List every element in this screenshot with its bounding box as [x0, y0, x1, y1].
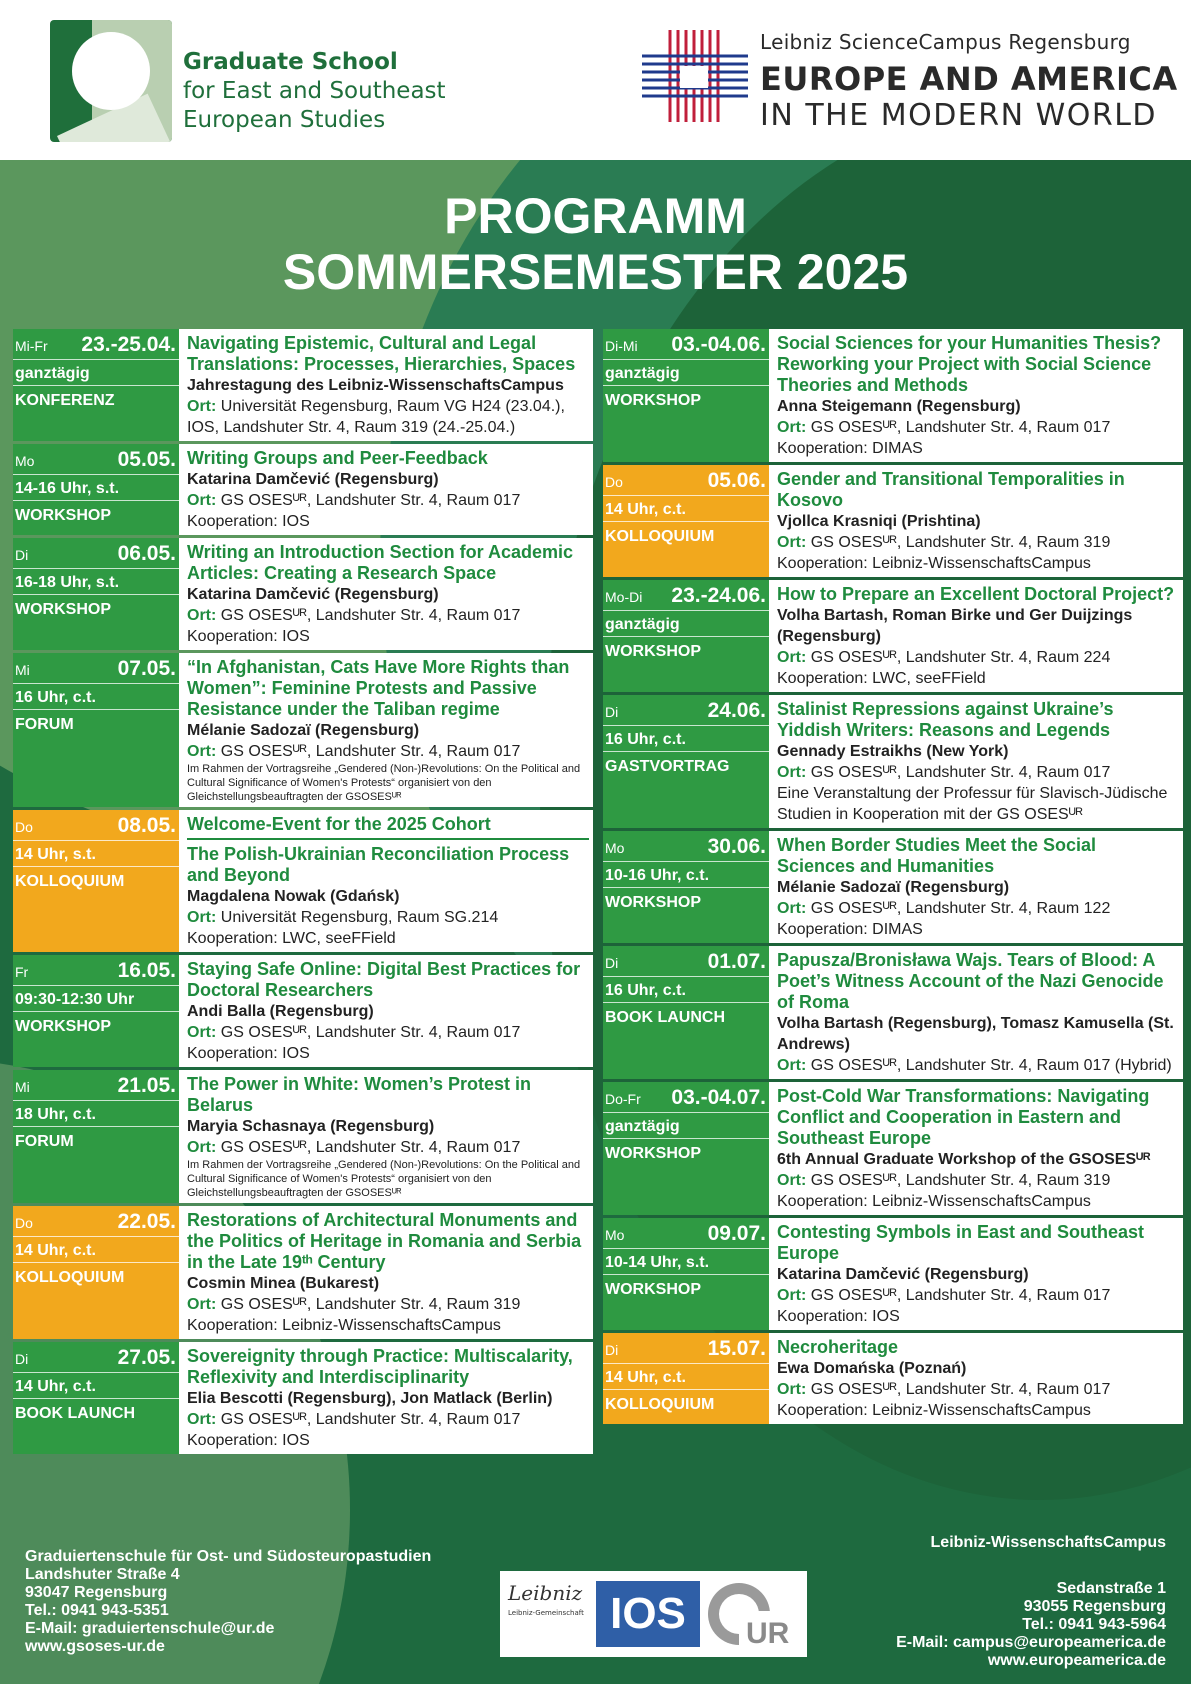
event-row [603, 695, 1183, 828]
event-speaker: Ewa Domańska (Poznań) [777, 1360, 967, 1377]
event-speaker: Andi Balla (Regensburg) [187, 1003, 374, 1020]
event-time: 16 Uhr, c.t. [13, 684, 179, 710]
event-meta [13, 955, 179, 1067]
event-date: 16.05. [117, 959, 176, 982]
event-title: “In Afghanistan, Cats Have More Rights than Women”: Feminine Protests and Passive Resistance under the Taliban regime [187, 657, 570, 719]
event-row [603, 1082, 1183, 1215]
event-title: Post-Cold War Transformations: Navigating Conflict and Cooperation in Eastern and Southeast Europe [777, 1086, 1150, 1148]
event-time: 18 Uhr, c.t. [13, 1101, 179, 1127]
event-content [179, 329, 593, 441]
event-location-label: Ort: [777, 534, 807, 551]
lsc-line3: IN THE MODERN WORLD [760, 98, 1158, 133]
event-location-label: Ort: [187, 1296, 217, 1313]
event-title: Restorations of Architectural Monuments and the Politics of Heritage in Romania and Serbia in the Late 19ᵗʰ Century [187, 1210, 582, 1272]
event-location [187, 907, 589, 928]
event-weekday: Mo [605, 840, 625, 856]
event-cooperation: Kooperation: DIMAS [777, 440, 923, 457]
event-content [769, 831, 1183, 943]
event-type: WORKSHOP [15, 507, 111, 524]
event-speaker: 6th Annual Graduate Workshop of the GSOSESᵁᴿ [777, 1151, 1151, 1168]
event-location-value: GS OSESᵁᴿ, Landshuter Str. 4, Raum 319 [220, 1296, 521, 1313]
event-cooperation: Kooperation: IOS [187, 1045, 310, 1062]
event-weekday: Mi [15, 662, 30, 678]
event-date: 01.07. [707, 950, 766, 973]
event-speaker: Elia Bescotti (Regensburg), Jon Matlack (Berlin) [187, 1390, 553, 1407]
event-meta [603, 831, 769, 943]
event-speaker: Katarina Damčević (Regensburg) [187, 586, 439, 603]
event-title: Stalinist Repressions against Ukraine’s Yiddish Writers: Reasons and Legends [777, 699, 1114, 740]
event-speaker: Katarina Damčević (Regensburg) [777, 1266, 1029, 1283]
event-meta [603, 946, 769, 1079]
event-location-value: Universität Regensburg, Raum SG.214 [220, 909, 499, 926]
event-speaker: Gennady Estraikhs (New York) [777, 743, 1009, 760]
footer-left-line1: Graduiertenschule für Ost- und Südosteuropastudien [25, 1548, 432, 1565]
event-row [603, 580, 1183, 692]
graduate-school-logo-icon [50, 20, 172, 142]
footer-right-line4: Tel.: 0941 943-5964 [1022, 1616, 1166, 1633]
event-divider [187, 838, 589, 840]
event-cooperation: Kooperation: IOS [187, 1432, 310, 1449]
event-title: Gender and Transitional Temporalities in Kosovo [777, 469, 1125, 510]
event-type: WORKSHOP [605, 894, 701, 911]
event-content [769, 465, 1183, 577]
event-time: 14 Uhr, c.t. [603, 496, 769, 522]
event-date: 09.07. [707, 1222, 766, 1245]
event-location-label: Ort: [187, 1024, 217, 1041]
page-title [0, 188, 1191, 300]
event-row [13, 444, 593, 535]
event-content [179, 1070, 593, 1203]
event-cooperation: Kooperation: IOS [777, 1308, 900, 1325]
event-content [769, 329, 1183, 462]
gs-name-line1: Graduate School [183, 49, 398, 75]
event-meta [603, 1218, 769, 1330]
event-type: KOLLOQUIUM [605, 1396, 715, 1413]
event-date: 15.07. [707, 1337, 766, 1360]
event-cooperation: Eine Veranstaltung der Professur für Slavisch-Jüdische Studien in Kooperation mit der GS OSESᵁᴿ [777, 785, 1168, 823]
event-weekday: Di [605, 1342, 619, 1358]
footer-left-website[interactable]: www.gsoses-ur.de [25, 1638, 165, 1655]
left-event-column [13, 329, 593, 1457]
event-type: KONFERENZ [15, 392, 115, 409]
event-row [13, 955, 593, 1067]
event-location-label: Ort: [187, 1411, 217, 1428]
event-location-value: GS OSESᵁᴿ, Landshuter Str. 4, Raum 017 [220, 607, 521, 624]
event-content [769, 1333, 1183, 1424]
event-date: 22.05. [117, 1210, 176, 1233]
event-weekday: Di-Mi [605, 338, 638, 354]
event-time: 10-16 Uhr, c.t. [603, 862, 769, 888]
sciencecampus-logo-icon [640, 26, 750, 126]
event-row [603, 946, 1183, 1079]
event-location-value: GS OSESᵁᴿ, Landshuter Str. 4, Raum 017 (Hybrid) [810, 1057, 1172, 1074]
event-row [13, 653, 593, 807]
event-type: FORUM [15, 716, 74, 733]
event-row [603, 1333, 1183, 1424]
event-location [187, 1409, 589, 1430]
event-location-value: GS OSESᵁᴿ, Landshuter Str. 4, Raum 319 [810, 534, 1111, 551]
footer-left-line3: 93047 Regensburg [25, 1584, 168, 1601]
event-location-label: Ort: [777, 419, 807, 436]
event-date: 05.06. [707, 469, 766, 492]
event-date-row [603, 1218, 769, 1249]
event-row [603, 329, 1183, 462]
event-date-row [603, 1333, 769, 1364]
event-weekday: Do [605, 474, 623, 490]
event-time: ganztägig [603, 611, 769, 637]
event-speaker: Vjollca Krasniqi (Prishtina) [777, 513, 981, 530]
event-row [13, 329, 593, 441]
event-content [769, 695, 1183, 828]
leibniz-logo-icon [508, 1581, 588, 1649]
event-row [13, 1206, 593, 1339]
event-weekday: Di [15, 1351, 29, 1367]
event-row [13, 538, 593, 650]
event-title: Social Sciences for your Humanities Thesis? Reworking your Project with Social Science Theories and Methods [777, 333, 1162, 395]
event-date-row [13, 1206, 179, 1237]
event-speaker: Magdalena Nowak (Gdańsk) [187, 888, 400, 905]
event-location-value: GS OSESᵁᴿ, Landshuter Str. 4, Raum 224 [810, 649, 1111, 666]
event-cooperation: Kooperation: DIMAS [777, 921, 923, 938]
event-location [777, 1379, 1179, 1400]
event-content [179, 653, 593, 807]
event-meta [603, 329, 769, 462]
event-title: When Border Studies Meet the Social Sciences and Humanities [777, 835, 1097, 876]
lsc-line1: Leibniz ScienceCampus Regensburg [760, 30, 1131, 54]
event-date: 03.-04.06. [671, 333, 766, 356]
event-content [769, 946, 1183, 1079]
event-type: WORKSHOP [605, 1145, 701, 1162]
event-location-value: GS OSESᵁᴿ, Landshuter Str. 4, Raum 017 [220, 1139, 521, 1156]
event-speaker: Volha Bartash (Regensburg), Tomasz Kamusella (St. Andrews) [777, 1015, 1174, 1053]
event-location [187, 1137, 589, 1158]
event-speaker: Katarina Damčević (Regensburg) [187, 471, 439, 488]
event-location [777, 532, 1179, 553]
lsc-line2: EUROPE AND AMERICA [760, 60, 1178, 98]
event-content [179, 444, 593, 535]
event-location [187, 1022, 589, 1043]
event-pre-title: Welcome-Event for the 2025 Cohort [187, 814, 491, 834]
event-date-row [13, 538, 179, 569]
event-title: The Power in White: Women’s Protest in Belarus [187, 1074, 532, 1115]
footer-address-sciencecampus [896, 1534, 1166, 1670]
footer-right-line1: Leibniz-WissenschaftsCampus [930, 1534, 1166, 1551]
event-weekday: Di [605, 955, 619, 971]
event-location-label: Ort: [187, 398, 217, 415]
event-weekday: Do [15, 819, 33, 835]
event-location-label: Ort: [777, 1287, 807, 1304]
event-location-label: Ort: [777, 900, 807, 917]
event-title: Papusza/Bronisława Wajs. Tears of Blood: A Poet’s Witness Account of the Nazi Genocide of Roma [777, 950, 1164, 1012]
event-type: BOOK LAUNCH [605, 1009, 725, 1026]
event-title: Navigating Epistemic, Cultural and Legal Translations: Processes, Hierarchies, Spaces [187, 333, 576, 374]
event-meta [13, 1206, 179, 1339]
event-row [603, 831, 1183, 943]
partner-logos [500, 1571, 807, 1657]
event-speaker: Jahrestagung des Leibniz-WissenschaftsCampus [187, 377, 564, 394]
event-location [187, 1294, 589, 1315]
footer-left-line4: Tel.: 0941 943-5351 [25, 1602, 169, 1619]
event-time: 14 Uhr, c.t. [13, 1373, 179, 1399]
event-type: WORKSHOP [605, 392, 701, 409]
event-date: 07.05. [117, 657, 176, 680]
event-date-row [603, 695, 769, 726]
event-title: Contesting Symbols in East and Southeast Europe [777, 1222, 1145, 1263]
event-cooperation: Kooperation: LWC, seeFField [777, 670, 986, 687]
event-cooperation: Kooperation: IOS [187, 513, 310, 530]
event-date: 21.05. [117, 1074, 176, 1097]
event-meta [13, 653, 179, 807]
event-date: 05.05. [117, 448, 176, 471]
event-time: 14 Uhr, c.t. [603, 1364, 769, 1390]
sciencecampus-name [760, 30, 1178, 133]
event-date: 03.-04.07. [671, 1086, 766, 1109]
event-cooperation: Kooperation: Leibniz-WissenschaftsCampus [777, 1402, 1091, 1419]
event-title: The Polish-Ukrainian Reconciliation Process and Beyond [187, 844, 570, 885]
event-location-value: GS OSESᵁᴿ, Landshuter Str. 4, Raum 017 [220, 1024, 521, 1041]
event-date-row [603, 831, 769, 862]
event-title: Necroheritage [777, 1337, 899, 1357]
event-cooperation: Kooperation: LWC, seeFField [187, 930, 396, 947]
event-date-row [13, 810, 179, 841]
event-date: 27.05. [117, 1346, 176, 1369]
title-line1: PROGRAMM [444, 188, 747, 244]
event-type: KOLLOQUIUM [605, 528, 715, 545]
event-content [179, 955, 593, 1067]
event-location-value: GS OSESᵁᴿ, Landshuter Str. 4, Raum 017 [220, 1411, 521, 1428]
event-type: KOLLOQUIUM [15, 873, 125, 890]
event-meta [13, 1342, 179, 1454]
event-weekday: Mo-Di [605, 589, 643, 605]
event-location [777, 417, 1179, 438]
event-time: 09:30-12:30 Uhr [13, 986, 179, 1012]
event-meta [603, 465, 769, 577]
event-title: How to Prepare an Excellent Doctoral Project? [777, 584, 1175, 604]
event-cooperation: Kooperation: Leibniz-WissenschaftsCampus [777, 1193, 1091, 1210]
event-content [769, 1082, 1183, 1215]
event-speaker: Maryia Schasnaya (Regensburg) [187, 1118, 435, 1135]
gs-name-line3: European Studies [183, 107, 386, 133]
event-location-label: Ort: [187, 909, 217, 926]
event-time: 16 Uhr, c.t. [603, 977, 769, 1003]
event-location-label: Ort: [187, 1139, 217, 1156]
event-note: Im Rahmen der Vortragsreihe „Gendered (Non-)Revolutions: On the Political and Cultural Significance of Women's Protests“ organisiert von den Gleichstellungsbeauftragten der GSOSESᵁᴿ [187, 1159, 581, 1199]
event-weekday: Di [15, 547, 29, 563]
event-weekday: Mi-Fr [15, 338, 48, 354]
event-meta [13, 1070, 179, 1203]
event-row [13, 1342, 593, 1454]
event-location [187, 490, 589, 511]
event-date-row [13, 444, 179, 475]
event-content [769, 1218, 1183, 1330]
event-date: 23.-25.04. [81, 333, 176, 356]
event-content [179, 810, 593, 952]
event-location [187, 741, 589, 762]
event-date: 06.05. [117, 542, 176, 565]
event-date-row [603, 465, 769, 496]
event-row [603, 465, 1183, 577]
event-type: WORKSHOP [15, 1018, 111, 1035]
event-time: 14 Uhr, s.t. [13, 841, 179, 867]
event-weekday: Fr [15, 964, 29, 980]
event-weekday: Di [605, 704, 619, 720]
event-location [187, 605, 589, 626]
event-speaker: Cosmin Minea (Bukarest) [187, 1275, 380, 1292]
event-type: KOLLOQUIUM [15, 1269, 125, 1286]
event-type: FORUM [15, 1133, 74, 1150]
event-location [777, 762, 1179, 783]
event-title: Writing an Introduction Section for Academic Articles: Creating a Research Space [187, 542, 574, 583]
event-time: 14 Uhr, c.t. [13, 1237, 179, 1263]
event-row [13, 1070, 593, 1203]
footer-right-line2: Sedanstraße 1 [1056, 1580, 1166, 1597]
event-date-row [13, 329, 179, 360]
event-meta [603, 1333, 769, 1424]
graduate-school-name [183, 48, 446, 135]
ur-logo-label: UR [746, 1617, 790, 1647]
event-location-label: Ort: [777, 1172, 807, 1189]
event-type: WORKSHOP [605, 1281, 701, 1298]
event-date-row [13, 955, 179, 986]
event-content [769, 580, 1183, 692]
footer-right-line3: 93055 Regensburg [1023, 1598, 1166, 1615]
event-location-value: GS OSESᵁᴿ, Landshuter Str. 4, Raum 017 [810, 1287, 1111, 1304]
event-speaker: Mélanie Sadozaï (Regensburg) [777, 879, 1010, 896]
event-location-value: GS OSESᵁᴿ, Landshuter Str. 4, Raum 017 [220, 492, 521, 509]
ur-logo-icon [706, 1581, 798, 1647]
event-location [777, 647, 1179, 668]
event-weekday: Do-Fr [605, 1091, 641, 1107]
event-type: WORKSHOP [15, 601, 111, 618]
event-date-row [603, 329, 769, 360]
event-location [187, 396, 589, 438]
event-weekday: Mi [15, 1079, 30, 1095]
event-date: 30.06. [707, 835, 766, 858]
ios-logo-icon: IOS [596, 1581, 700, 1647]
event-meta [13, 538, 179, 650]
event-date-row [13, 653, 179, 684]
event-location-label: Ort: [187, 607, 217, 624]
event-location-label: Ort: [187, 743, 217, 760]
event-title: Writing Groups and Peer-Feedback [187, 448, 488, 468]
event-location [777, 1285, 1179, 1306]
event-location-value: GS OSESᵁᴿ, Landshuter Str. 4, Raum 122 [810, 900, 1111, 917]
event-date-row [13, 1342, 179, 1373]
event-date: 08.05. [117, 814, 176, 837]
event-location-label: Ort: [777, 649, 807, 666]
event-date-row [13, 1070, 179, 1101]
event-time: ganztägig [603, 360, 769, 386]
event-date-row [603, 1082, 769, 1113]
event-meta [13, 810, 179, 952]
event-meta [13, 329, 179, 441]
leibniz-logo-sub: Leibniz-Gemeinschaft [508, 1609, 584, 1617]
event-content [179, 1206, 593, 1339]
event-location-value: GS OSESᵁᴿ, Landshuter Str. 4, Raum 319 [810, 1172, 1111, 1189]
event-weekday: Mo [15, 453, 35, 469]
event-time: 14-16 Uhr, s.t. [13, 475, 179, 501]
event-speaker: Volha Bartash, Roman Birke und Ger Duijzings (Regensburg) [777, 607, 1133, 645]
event-date-row [603, 946, 769, 977]
event-location-label: Ort: [777, 1381, 807, 1398]
event-cooperation: Kooperation: IOS [187, 628, 310, 645]
event-type: GASTVORTRAG [605, 758, 730, 775]
event-time: ganztägig [603, 1113, 769, 1139]
event-location-value: GS OSESᵁᴿ, Landshuter Str. 4, Raum 017 [810, 1381, 1111, 1398]
event-title: Staying Safe Online: Digital Best Practices for Doctoral Researchers [187, 959, 581, 1000]
event-speaker: Mélanie Sadozaï (Regensburg) [187, 722, 420, 739]
event-location [777, 1170, 1179, 1191]
event-meta [603, 695, 769, 828]
event-location-label: Ort: [777, 1057, 807, 1074]
footer-right-website[interactable]: www.europeamerica.de [987, 1652, 1166, 1669]
event-time: 10-14 Uhr, s.t. [603, 1249, 769, 1275]
event-location-value: Universität Regensburg, Raum VG H24 (23.04.), IOS, Landshuter Str. 4, Raum 319 (24.-25.04.) [187, 398, 565, 436]
event-date: 24.06. [707, 699, 766, 722]
event-location-label: Ort: [777, 764, 807, 781]
footer-left-email[interactable]: E-Mail: graduiertenschule@ur.de [25, 1620, 275, 1637]
event-cooperation: Kooperation: Leibniz-WissenschaftsCampus [777, 555, 1091, 572]
event-date-row [603, 580, 769, 611]
event-weekday: Mo [605, 1227, 625, 1243]
footer-address-graduate-school [25, 1548, 431, 1656]
event-speaker: Anna Steigemann (Regensburg) [777, 398, 1021, 415]
event-type: WORKSHOP [605, 643, 701, 660]
event-location [777, 1055, 1179, 1076]
event-type: BOOK LAUNCH [15, 1405, 135, 1422]
event-location-value: GS OSESᵁᴿ, Landshuter Str. 4, Raum 017 [810, 764, 1111, 781]
event-date: 23.-24.06. [671, 584, 766, 607]
event-meta [603, 1082, 769, 1215]
event-weekday: Do [15, 1215, 33, 1231]
page-header [0, 0, 1191, 160]
event-row [13, 810, 593, 952]
leibniz-logo-label: Leibniz [508, 1581, 583, 1605]
event-location-label: Ort: [187, 492, 217, 509]
footer-right-email[interactable]: E-Mail: campus@europeamerica.de [896, 1634, 1166, 1651]
event-title: Sovereignity through Practice: Multiscalarity, Reflexivity and Interdisciplinarity [187, 1346, 573, 1387]
event-location-value: GS OSESᵁᴿ, Landshuter Str. 4, Raum 017 [810, 419, 1111, 436]
event-content [179, 1342, 593, 1454]
title-line2: SOMMERSEMESTER 2025 [282, 244, 909, 300]
event-location [777, 898, 1179, 919]
event-cooperation: Kooperation: Leibniz-WissenschaftsCampus [187, 1317, 501, 1334]
event-time: ganztägig [13, 360, 179, 386]
event-meta [13, 444, 179, 535]
gs-name-line2: for East and Southeast [183, 78, 446, 104]
event-note: Im Rahmen der Vortragsreihe „Gendered (Non-)Revolutions: On the Political and Cultural Significance of Women's Protests“ organisiert von den Gleichstellungsbeauftragten der GSOSESᵁᴿ [187, 763, 581, 803]
event-time: 16 Uhr, c.t. [603, 726, 769, 752]
event-content [179, 538, 593, 650]
event-location-value: GS OSESᵁᴿ, Landshuter Str. 4, Raum 017 [220, 743, 521, 760]
event-time: 16-18 Uhr, s.t. [13, 569, 179, 595]
event-meta [603, 580, 769, 692]
event-row [603, 1218, 1183, 1330]
right-event-column [603, 329, 1183, 1427]
footer-left-line2: Landshuter Straße 4 [25, 1566, 180, 1583]
